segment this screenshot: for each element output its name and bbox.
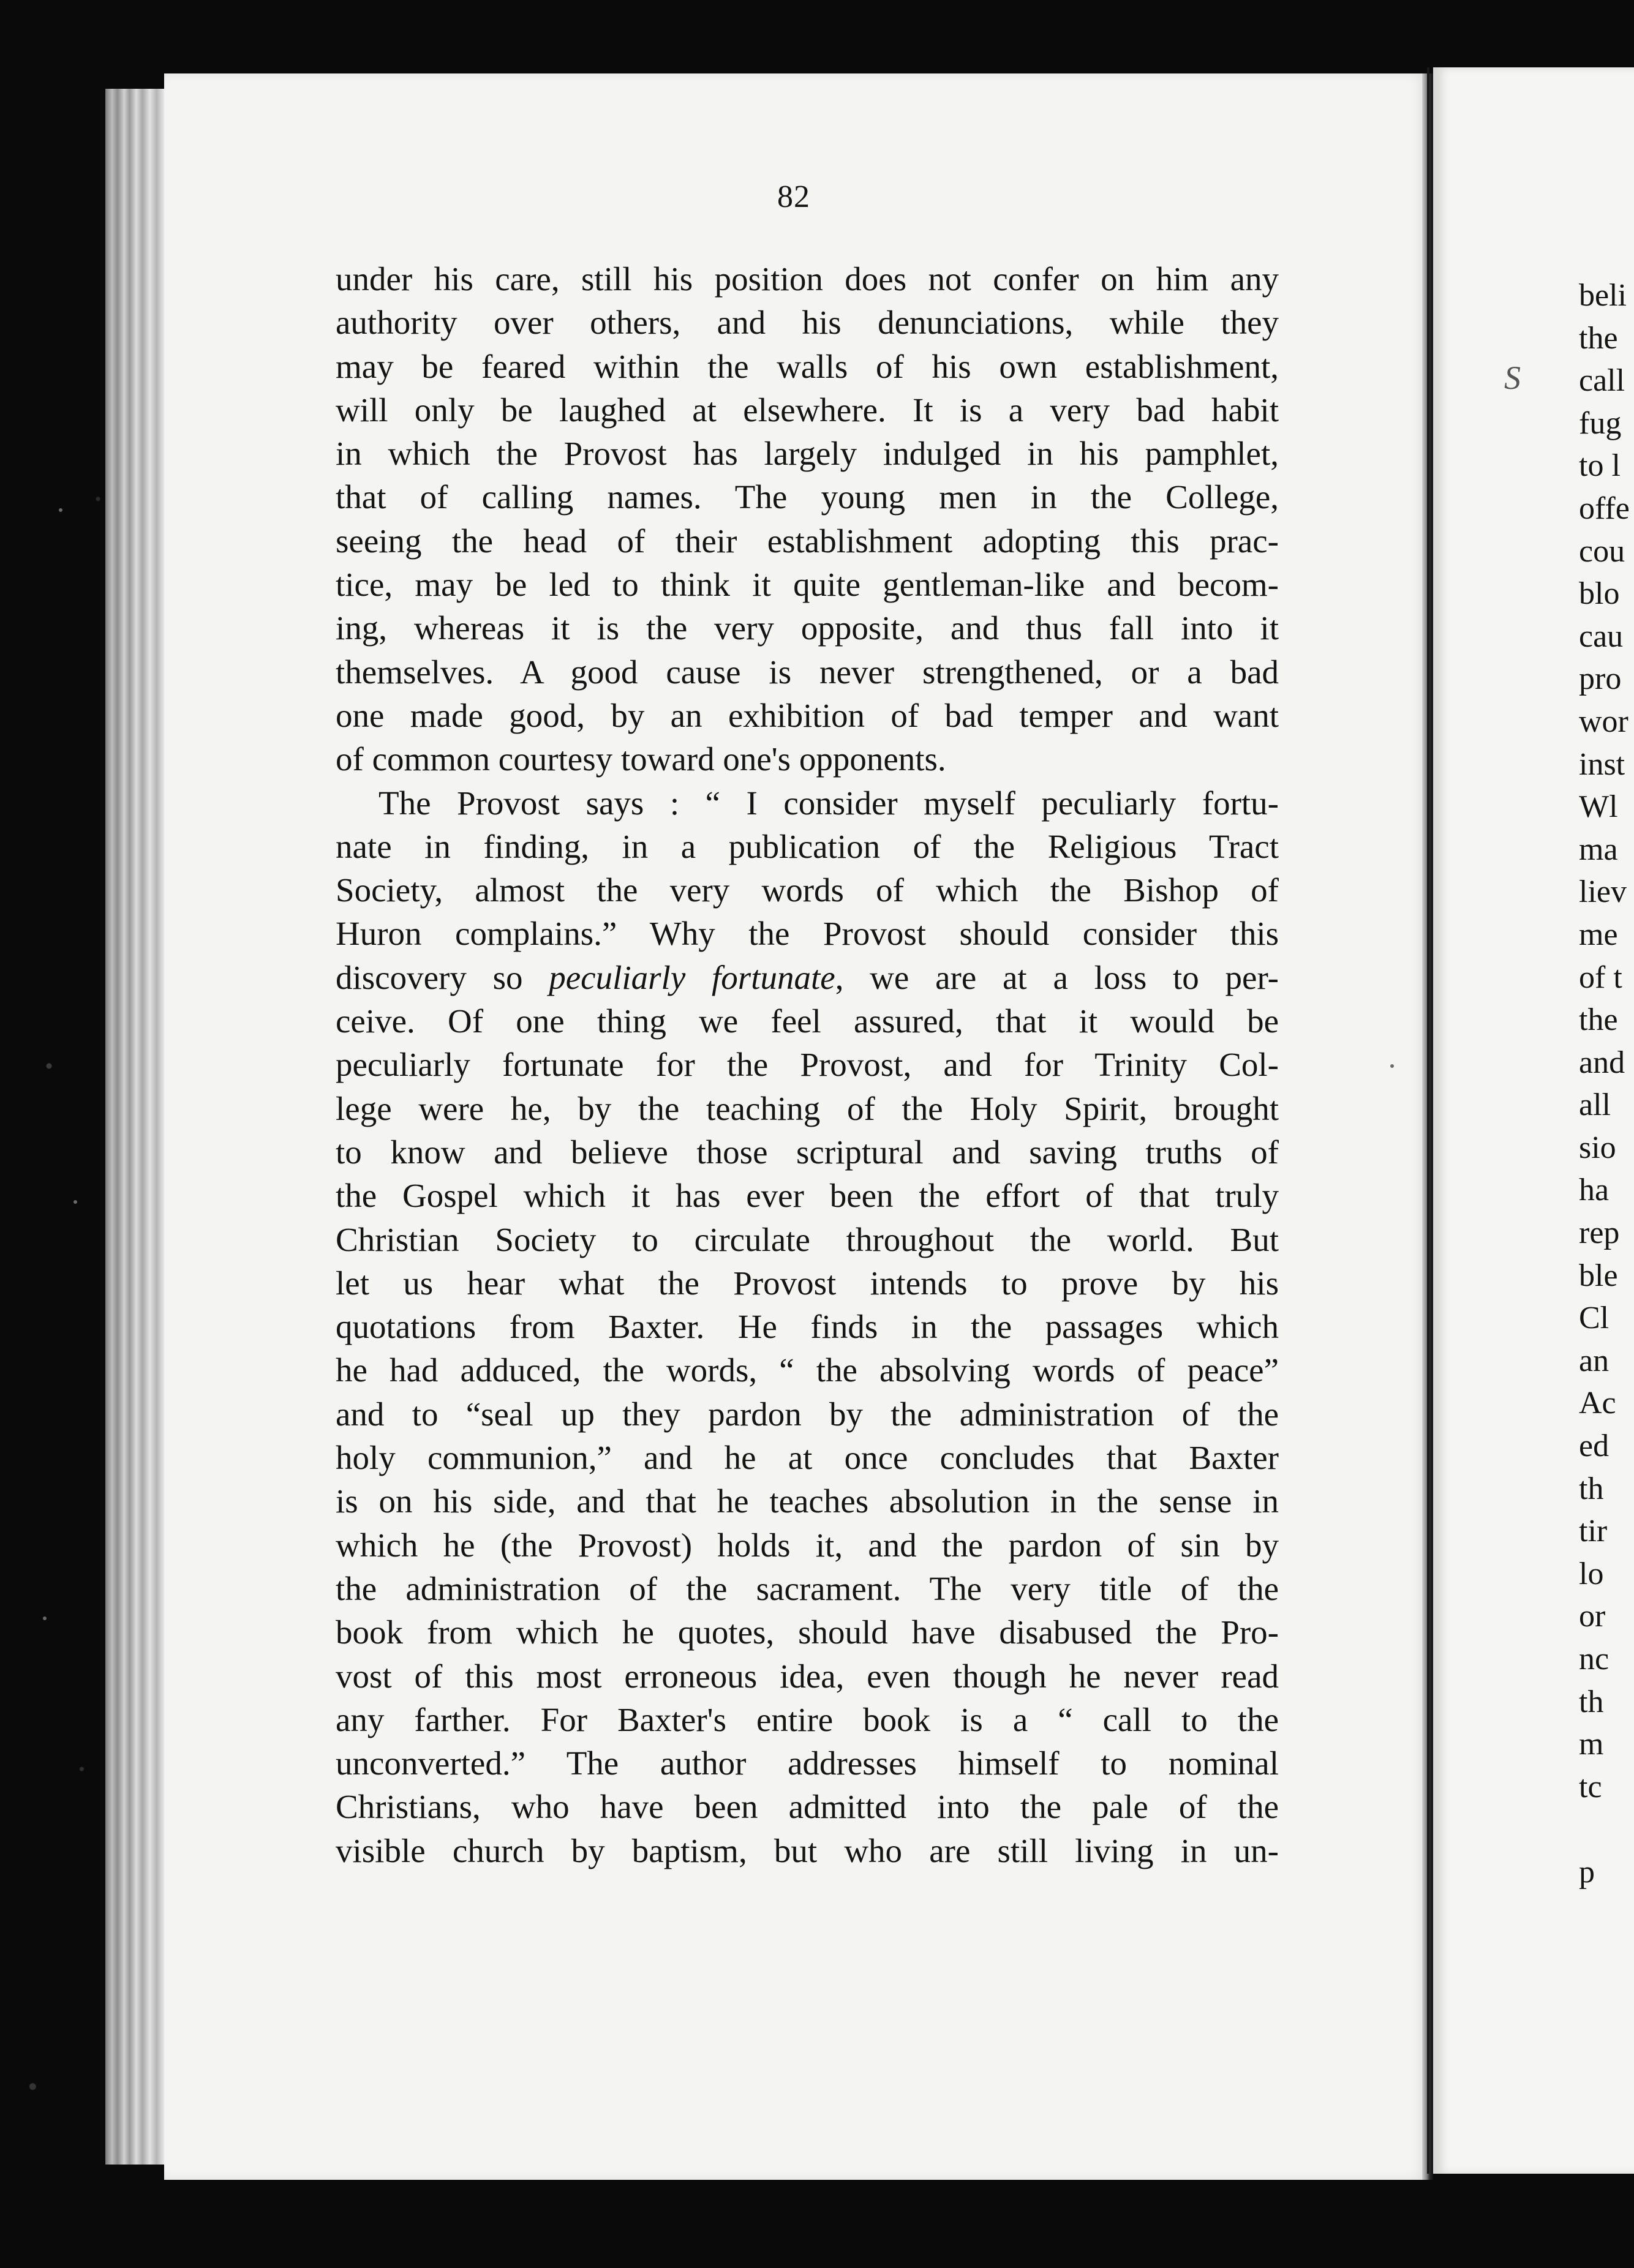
text-line: which he (the Provost) holds it, and the pardon of sin by xyxy=(336,1526,1279,1564)
facing-line: p xyxy=(1579,1854,1595,1890)
facing-line: inst xyxy=(1579,746,1625,782)
scan-speck xyxy=(59,508,62,512)
text-line: the Gospel which it has ever been the effort of that truly xyxy=(336,1177,1279,1215)
facing-line: Cl xyxy=(1579,1301,1610,1336)
text-line: of common courtesy toward one's opponents. xyxy=(336,740,946,778)
page-number: 82 xyxy=(777,179,810,214)
facing-line xyxy=(1579,1808,1634,1851)
facing-line: th xyxy=(1579,1684,1604,1719)
facing-line: sio xyxy=(1579,1130,1616,1165)
text-line: themselves. A good cause is never strengthened, or a bad xyxy=(336,653,1279,691)
text-line: Huron complains.” Why the Provost should consider this xyxy=(336,915,1279,953)
facing-line: pro xyxy=(1579,661,1622,697)
text-line: visible church by baptism, but who are still living in un- xyxy=(336,1831,1279,1869)
facing-line: the xyxy=(1579,320,1618,356)
facing-line: th xyxy=(1579,1471,1604,1506)
facing-line: fug xyxy=(1579,405,1622,441)
facing-line: ble xyxy=(1579,1258,1618,1293)
text-line: any farther. For Baxter's entire book is a “ call to the xyxy=(336,1700,1279,1738)
facing-line: tc xyxy=(1579,1769,1602,1804)
text-line: tice, may be led to think it quite gentleman-like and becom- xyxy=(336,566,1279,604)
scan-speck xyxy=(73,1200,77,1204)
text-line: that of calling names. The young men in the College, xyxy=(336,478,1279,516)
facing-line: blo xyxy=(1579,576,1620,612)
text-line: ceive. Of one thing we feel assured, that it would be xyxy=(336,1002,1279,1040)
text-line: Society, almost the very words of which the Bishop of xyxy=(336,871,1279,909)
text-line: peculiarly fortunate for the Provost, and for Trinity Col- xyxy=(336,1046,1279,1084)
facing-line: and xyxy=(1579,1045,1625,1080)
margin-pencil-mark: S xyxy=(1504,359,1521,396)
facing-line: to l xyxy=(1579,448,1621,484)
facing-line: ma xyxy=(1579,832,1618,867)
italic-phrase: peculiarly fortunate xyxy=(549,958,835,996)
text-line: holy communion,” and he at once concludes that Baxter xyxy=(336,1439,1279,1477)
text-line: let us hear what the Provost intends to prove by his xyxy=(336,1264,1279,1302)
facing-line: of t xyxy=(1579,959,1622,995)
text-line: The Provost says : “ I consider myself peculiarly fortu- xyxy=(378,784,1279,822)
text-line: unconverted.” The author addresses himself to nominal xyxy=(336,1744,1279,1782)
facing-page-edge xyxy=(1427,67,1429,2174)
text-line: nate in finding, in a publication of the Religious Tract xyxy=(336,827,1279,865)
text-line: he had adduced, the words, “ the absolving words of peace” xyxy=(336,1351,1279,1389)
text-line: may be feared within the walls of his own establishment, xyxy=(336,347,1279,385)
text-line: quotations from Baxter. He finds in the passages which xyxy=(336,1308,1279,1346)
text-line: one made good, by an exhibition of bad temper and want xyxy=(336,696,1279,734)
text-line: the administration of the sacrament. The very title of the xyxy=(336,1569,1279,1607)
facing-line: call xyxy=(1579,363,1625,399)
page-text-block xyxy=(336,257,1279,1872)
facing-line: nc xyxy=(1579,1642,1610,1677)
text-line: and to “seal up they pardon by the administration of the xyxy=(336,1395,1279,1433)
facing-line: or xyxy=(1579,1599,1606,1634)
facing-line: all xyxy=(1579,1087,1611,1123)
text-span: discovery so xyxy=(336,958,549,996)
text-line: is on his side, and that he teaches absolution in the sense in xyxy=(336,1482,1279,1520)
text-line: authority over others, and his denunciations, while they xyxy=(336,304,1279,342)
facing-line: rep xyxy=(1579,1215,1620,1251)
facing-line: cau xyxy=(1579,618,1624,654)
facing-line: cou xyxy=(1579,533,1625,569)
text-line-with-italic xyxy=(336,956,1279,999)
text-line: lege were he, by the teaching of the Holy Spirit, brought xyxy=(336,1089,1279,1127)
text-line: under his care, still his position does not confer on him any xyxy=(336,260,1279,298)
book-page-edges xyxy=(105,89,173,2165)
facing-line: liev xyxy=(1579,874,1627,910)
facing-line: lo xyxy=(1579,1556,1604,1591)
text-line: Christian Society to circulate throughout the world. But xyxy=(336,1220,1279,1258)
facing-page-text-fragments xyxy=(1579,274,1634,1894)
text-line: to know and believe those scriptural and saving truths of xyxy=(336,1133,1279,1171)
text-span: , we are at a loss to per- xyxy=(835,958,1279,996)
facing-line: tir xyxy=(1579,1514,1608,1549)
scan-speck xyxy=(43,1617,47,1620)
text-line: seeing the head of their establishment adopting this prac- xyxy=(336,522,1279,560)
text-line: will only be laughed at elsewhere. It is a very bad habit xyxy=(336,391,1279,429)
text-line: ing, whereas it is the very opposite, and thus fall into it xyxy=(336,609,1279,647)
text-line: book from which he quotes, should have disabused the Pro- xyxy=(336,1613,1279,1651)
facing-line: ed xyxy=(1579,1429,1610,1464)
facing-line: m xyxy=(1579,1727,1604,1762)
facing-line: offe xyxy=(1579,490,1630,526)
facing-line: wor xyxy=(1579,704,1628,739)
facing-line: Wl xyxy=(1579,789,1618,825)
facing-line: me xyxy=(1579,917,1618,952)
facing-line: beli xyxy=(1579,278,1627,313)
facing-line: Ac xyxy=(1579,1386,1616,1421)
facing-line: ha xyxy=(1579,1173,1610,1208)
text-line: Christians, who have been admitted into the pale of the xyxy=(336,1788,1279,1826)
facing-line: an xyxy=(1579,1343,1610,1378)
scan-speck xyxy=(1390,1064,1394,1068)
facing-line: the xyxy=(1579,1002,1618,1038)
text-line: in which the Provost has largely indulged in his pamphlet, xyxy=(336,435,1279,473)
text-line: vost of this most erroneous idea, even though he never read xyxy=(336,1657,1279,1695)
